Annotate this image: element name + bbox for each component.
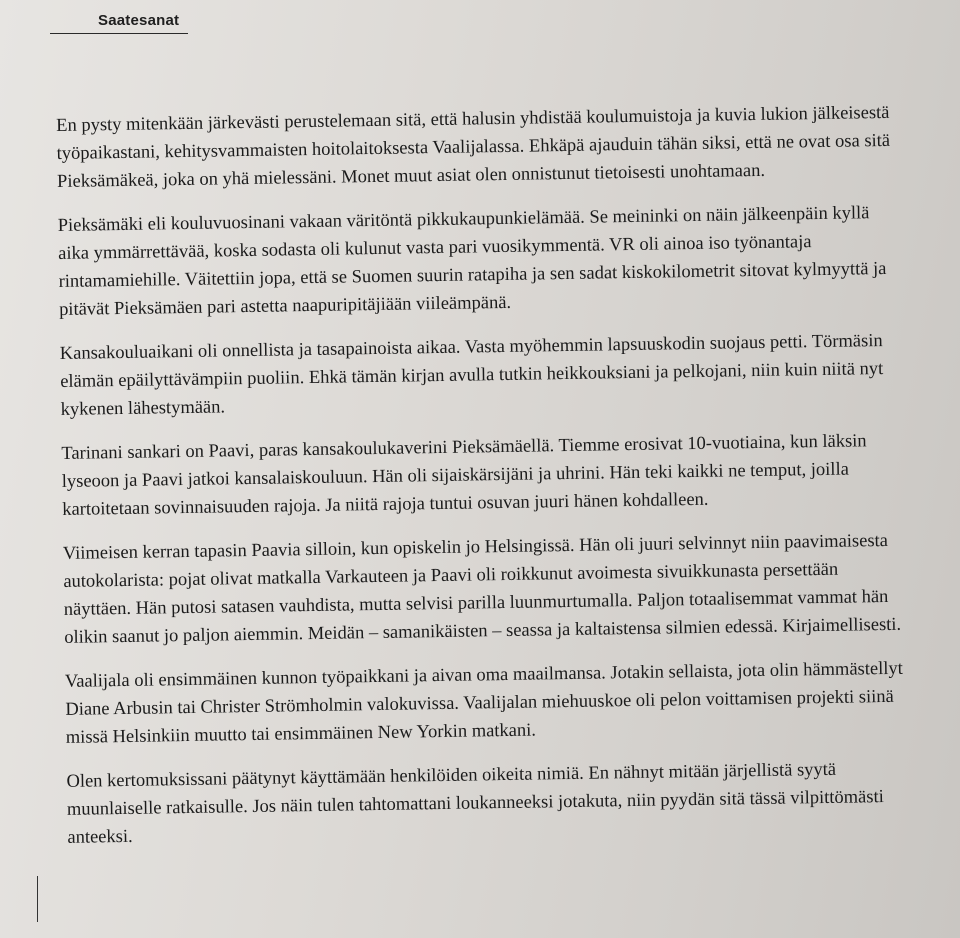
heading-underline — [50, 12, 188, 34]
paragraph-4 — [61, 426, 942, 524]
paragraph-2 — [58, 198, 940, 324]
paragraph-7 — [66, 754, 947, 852]
text-line: aika ymmärrettävää, koska sodasta oli kulunut vasta pari vuosikymmentä. VR oli ainoa iso työnantaja — [58, 232, 812, 264]
paragraph-6 — [65, 654, 946, 752]
text-line: olikin saanut jo paljon aiemmin. Meidän – samanikäisten – seassa ja kaltaistensa silmien edessä. Kirjaimellisesti. — [64, 614, 902, 648]
text-line: Pieksämäki eli kouluvuosinani vakaan väritöntä pikkukaupunkielämää. Se meininki on näin jälkeenpäin kyllä — [57, 203, 870, 236]
body-text — [56, 98, 948, 868]
text-line: muunlaiselle ratkaisulle. Jos näin tulen tahtomattani loukanneeksi jotakuta, niin pyydän sitä tässä vilpittömästi — [66, 787, 884, 820]
text-line: Pieksämäkeä, joka on yhä mielessäni. Monet muut asiat olen onnistunut tietoisesti unohtamaan. — [56, 160, 766, 192]
text-line: Kansakouluaikani oli onnellista ja tasapainoista aikaa. Vasta myöhemmin lapsuuskodin suojaus petti. Törmäsin — [59, 331, 883, 364]
text-line: missä Helsinkiin muutto tai ensimmäinen New Yorkin matkani. — [65, 720, 537, 748]
text-line: autokolarista: pojat olivat matkalla Varkauteen ja Paavi oli roikkunut avoimesta sivuikkunasta persettään — [63, 559, 839, 592]
text-line: Vaalijala oli ensimmäinen kunnon työpaikkani ja aivan oma maailmansa. Jotakin sellaista, jota olin hämmästellyt — [64, 658, 903, 692]
margin-mark — [37, 876, 38, 922]
text-line: kykenen lähestymään. — [60, 397, 226, 420]
text-line: kartoitetaan sovinnaisuuden rajoja. Ja niitä rajoja tuntui osuvan juuri hänen kohdalleen. — [62, 489, 709, 520]
text-line: anteeksi. — [67, 826, 133, 848]
text-line: työpaikastani, kehitysvammaisten hoitolaitoksesta Vaalijalassa. Ehkäpä ajauduin tähän siksi, että ne ovat osa sitä — [56, 130, 891, 164]
text-line: elämän epäilyttävämpiin puoliin. Ehkä tämän kirjan avulla tutkin heikkouksiani ja pelkojani, niin kuin niitä nyt — [60, 359, 884, 392]
text-line: En pysty mitenkään järkevästi perustelemaan sitä, että halusin yhdistää koulumuistoja ja kuvia lukion jälkeisestä — [56, 102, 890, 136]
text-line: näyttäen. Hän putosi satasen vauhdista, mutta selvisi parilla luunmurtumalla. Paljon totaalisemmat vammat hän — [63, 586, 889, 620]
paragraph-5 — [63, 526, 945, 652]
page-heading: Saatesanat — [98, 12, 180, 29]
text-line: Tarinani sankari on Paavi, paras kansakoulukaverini Pieksämäellä. Tiemme erosivat 10-vuotiaina, kun läksin — [61, 431, 867, 464]
paragraph-3 — [60, 326, 941, 424]
text-line: Olen kertomuksissani päätynyt käyttämään henkilöiden oikeita nimiä. En nähnyt mitään järjellistä syytä — [66, 759, 837, 792]
text-line: pitävät Pieksämäen pari astetta naapuripitäjiään viileämpänä. — [58, 292, 512, 320]
text-line: lyseoon ja Paavi jatkoi kansalaiskouluun. Hän oli sijaiskärsijäni ja uhrini. Hän teki kaikki ne temput, joilla — [61, 459, 850, 492]
text-line: rintamamiehille. Väitettiin jopa, että se Suomen suurin ratapiha ja sen sadat kiskokilometrit sitovat kylmyyttä ja — [58, 258, 887, 292]
text-line: Diane Arbusin tai Christer Strömholmin valokuvissa. Vaalijalan miehuuskoe oli pelon voittamisen projekti siinä — [65, 686, 894, 720]
paragraph-1 — [56, 98, 937, 196]
text-line: Viimeisen kerran tapasin Paavia silloin, kun opiskelin jo Helsingissä. Hän oli juuri selvinnyt niin paavimaisesta — [62, 530, 889, 564]
